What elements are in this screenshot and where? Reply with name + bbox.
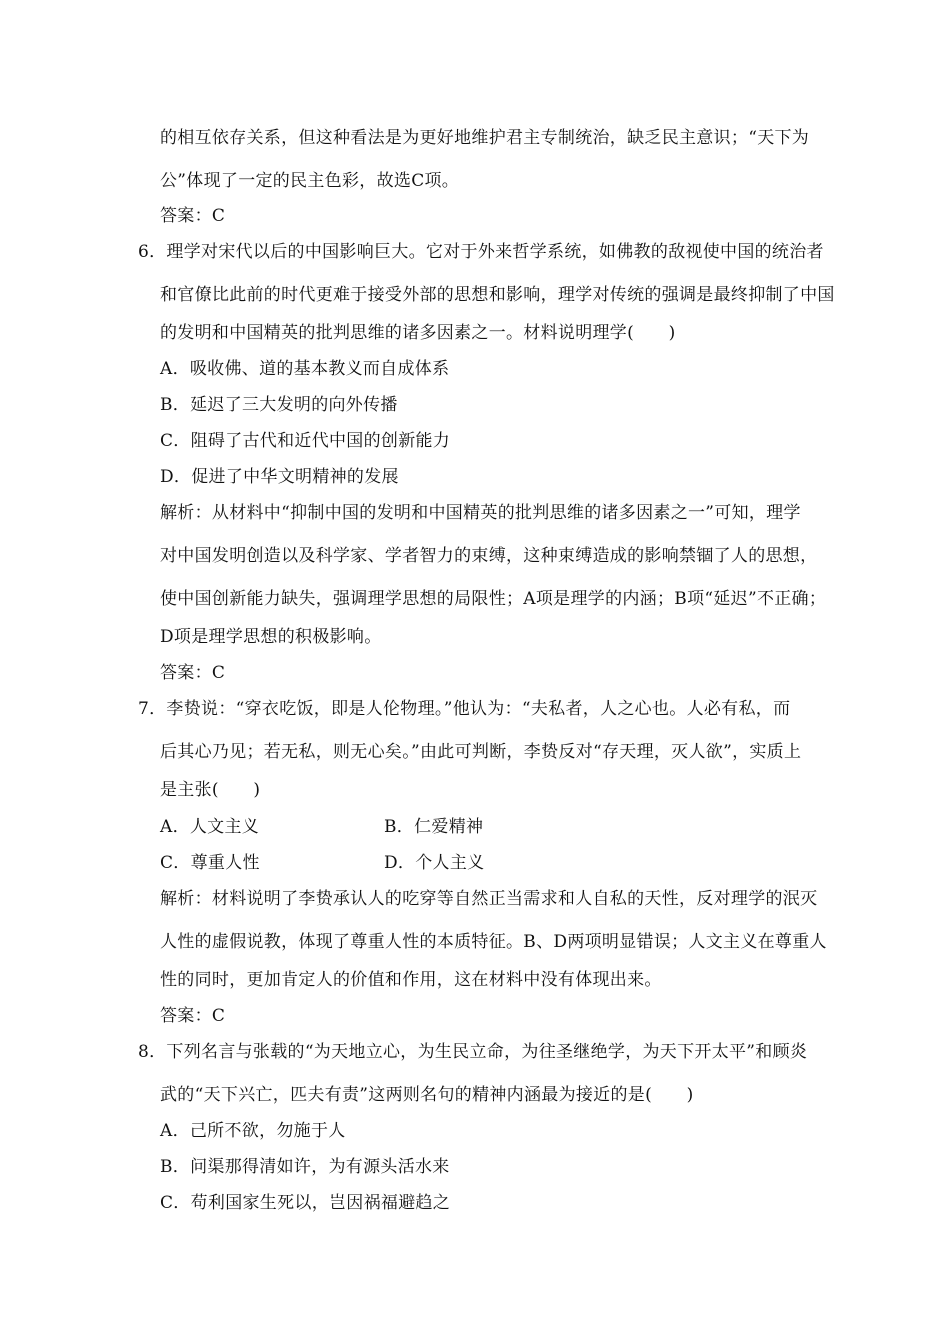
q8-stem-line: 武的“天下兴亡，匹夫有责”这两则名句的精神内涵最为接近的是( )	[160, 1085, 694, 1105]
q8-option-c: C．苟利国家生死以，岂因祸福避趋之	[160, 1193, 451, 1213]
q5-analysis-line: 的相互依存关系，但这种看法是为更好地维护君主专制统治，缺乏民主意识；“天下为	[160, 128, 810, 148]
q7-option-b: B．仁爱精神	[384, 817, 484, 837]
q7-analysis-line: 解析：材料说明了李贽承认人的吃穿等自然正当需求和人自私的天性，反对理学的泯灭	[160, 889, 818, 909]
q5-analysis-line: 公”体现了一定的民主色彩，故选C项。	[160, 171, 460, 191]
q6-stem-line: 的发明和中国精英的批判思维的诸多因素之一。材料说明理学( )	[160, 323, 676, 343]
q6-analysis-line: 使中国创新能力缺失，强调理学思想的局限性；A项是理学的内涵；B项“延迟”不正确；	[160, 589, 827, 609]
q7-analysis-line: 性的同时，更加肯定人的价值和作用，这在材料中没有体现出来。	[160, 970, 662, 990]
q6-option-c: C．阻碍了古代和近代中国的创新能力	[160, 431, 451, 451]
q6-analysis-line: 解析：从材料中“抑制中国的发明和中国精英的批判思维的诸多因素之一”可知，理学	[160, 503, 801, 523]
q7-stem-line: 7．李贽说：“穿衣吃饭，即是人伦物理。”他认为：“夫私者，人之心也。人必有私，而	[138, 699, 791, 719]
q7-option-row	[160, 815, 860, 839]
q7-option-a: A．人文主义	[160, 817, 260, 837]
q7-stem-line: 后其心乃见；若无私，则无心矣。”由此可判断，李贽反对“存天理，灭人欲”，实质上	[160, 742, 802, 762]
q6-option-b: B．延迟了三大发明的向外传播	[160, 395, 398, 415]
q6-answer: 答案：C	[160, 663, 226, 683]
q6-analysis-line: D项是理学思想的积极影响。	[160, 627, 382, 647]
q6-stem-line: 6．理学对宋代以后的中国影响巨大。它对于外来哲学系统，如佛教的敌视使中国的统治者	[138, 242, 824, 262]
q8-stem-line: 8．下列名言与张载的“为天地立心，为生民立命，为往圣继绝学，为天下开太平”和顾炎	[138, 1042, 808, 1062]
q5-answer: 答案：C	[160, 206, 226, 226]
q7-answer: 答案：C	[160, 1006, 226, 1026]
q6-stem-line: 和官僚比此前的时代更难于接受外部的思想和影响，理学对传统的强调是最终抑制了中国	[160, 285, 835, 305]
q7-analysis-line: 人性的虚假说教，体现了尊重人性的本质特征。B、D两项明显错误；人文主义在尊重人	[160, 932, 827, 952]
q7-stem-line: 是主张( )	[160, 780, 261, 800]
q7-option-c: C．尊重人性	[160, 853, 260, 873]
q6-analysis-line: 对中国发明创造以及科学家、学者智力的束缚，这种束缚造成的影响禁锢了人的思想，	[160, 546, 818, 566]
q8-option-b: B．问渠那得清如许，为有源头活水来	[160, 1157, 450, 1177]
q6-option-d: D．促进了中华文明精神的发展	[160, 467, 399, 487]
q8-option-a: A．己所不欲，勿施于人	[160, 1121, 346, 1141]
q7-option-row	[160, 851, 860, 875]
q6-option-a: A．吸收佛、道的基本教义而自成体系	[160, 359, 450, 379]
q7-option-d: D．个人主义	[384, 853, 485, 873]
